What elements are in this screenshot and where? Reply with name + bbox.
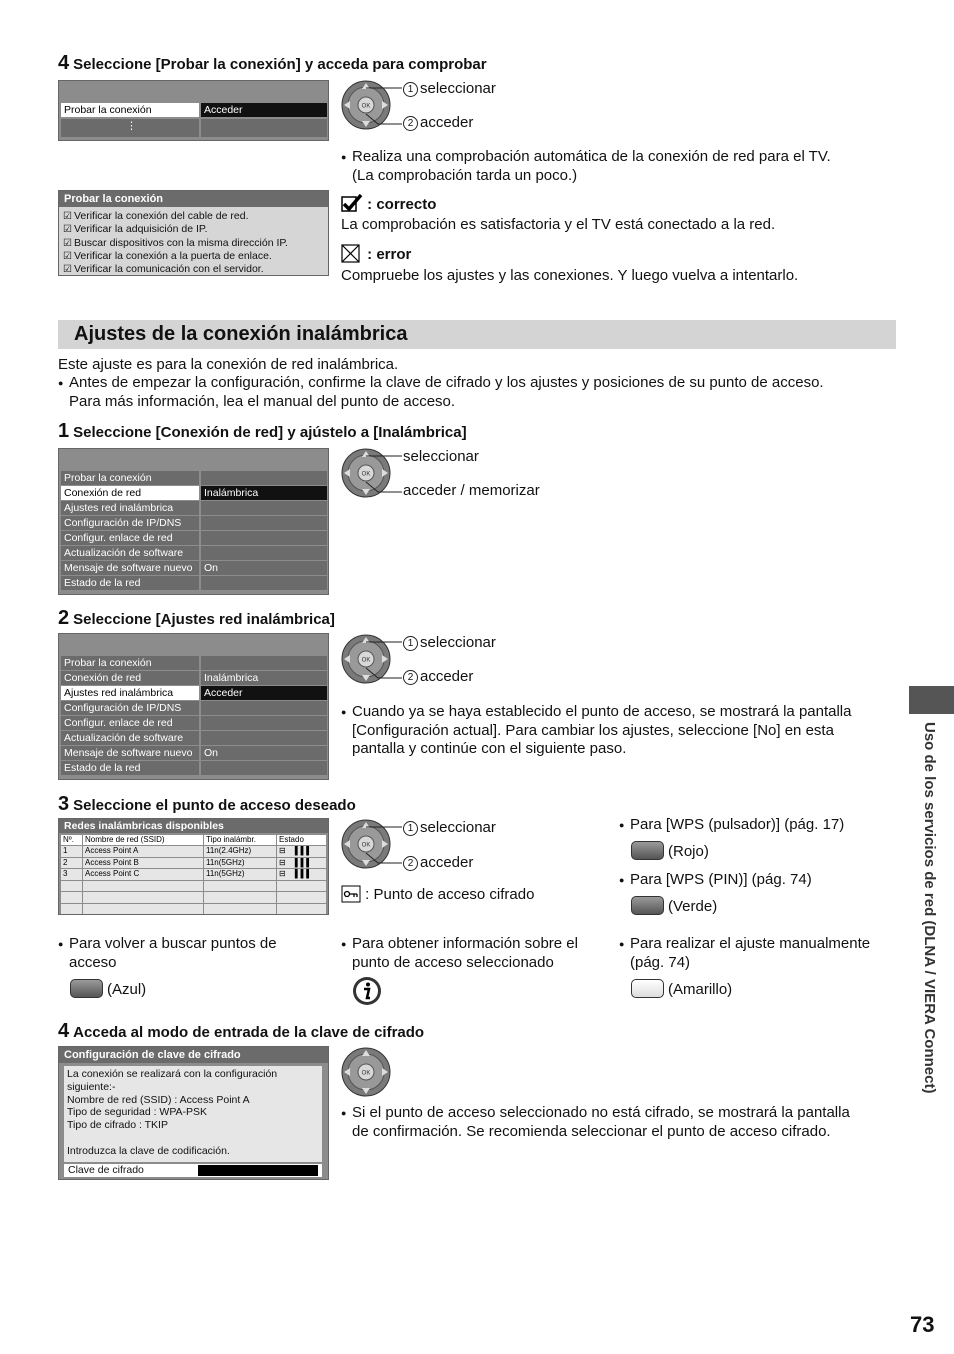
current-config-bullet: ● Cuando ya se haya establecido el punto de acceso, se mostrará la pantalla [Configuración actual]. Para cambiar los ajustes, seleccione [No] en esta pantalla y continúe con el siguiente paso. [341,703,851,759]
check-icon: ☑ [63,250,72,262]
chapter-side-text: Uso de los servicios de red (DLNA / VIERA Connect) [921,722,938,1094]
table-row-empty [61,881,326,892]
test-items [63,210,288,276]
signal-status-icon: ⊟ ▐▐▐ [277,869,326,880]
svg-text:OK: OK [361,657,371,664]
test-item: ☑ Verificar la adquisición de IP. [63,223,208,236]
access-points-panel: Redes inalámbricas disponibles Nº. Nombre de red (SSID) Tipo inalámbr. Estado 1 Access Point A 11n(2.4GHz) ⊟ ▐▐▐ 2 Access Point B 11n(5GHz) ⊟ ▐▐▐ 3 Access Point C 11n(5GHz) ⊟ ▐▐▐ [58,818,329,915]
green-button[interactable] [631,896,664,915]
signal-status-icon: ⊟ ▐▐▐ [277,858,326,869]
err-description: Compruebe los ajustes y las conexiones. Y luego vuelva a intentarlo. [341,267,799,284]
network-menu-step2: Probar la conexión Conexión de red Inalámbrica Ajustes red inalámbrica Acceder Configuración de IP/DNS Configur. enlace de red Actualización de software Mensaje de software nuevo On Estado de la red [58,633,329,780]
check-icon: ☑ [63,211,72,222]
ok-legend: : correcto [341,193,436,213]
test-item: ☑ Verificar la conexión a la puerta de enlace. [63,249,272,262]
step-3-heading: 3 Seleccione el punto de acceso deseado [58,793,356,815]
blue-button-label: (Azul) [107,981,147,998]
step-2-heading: 2 Seleccione [Ajustes red inalámbrica] [58,607,335,629]
table-row[interactable]: 2 Access Point B 11n(5GHz) ⊟ ▐▐▐ [61,858,326,869]
test-item: ☑ Buscar dispositivos con la misma dirección IP. [63,236,288,249]
cipher-key-row[interactable]: Clave de cifrado [64,1164,322,1177]
nav-enter-label: 2 acceder [403,668,473,685]
step-1-heading: 1 Seleccione [Conexión de red] y ajústelo a [Inalámbrica] [58,420,467,442]
svg-text:OK: OK [361,1070,371,1077]
nav-enter-label: acceder / memorizar [403,482,540,499]
nav-select-label: seleccionar [403,448,479,465]
blue-button[interactable] [70,979,103,998]
check-icon: ☑ [63,237,72,249]
chapter-tab [909,686,954,714]
cipher-info-line: Tipo de seguridad : WPA-PSK [67,1106,208,1119]
ok-description: La comprobación es satisfactoria y el TV está conectado a la red. [341,216,776,233]
cipher-info-line [67,1132,322,1145]
cipher-info-line: Tipo de cifrado : TKIP [67,1119,168,1132]
cipher-key-input[interactable] [198,1165,318,1176]
network-menu-step1: Probar la conexión Conexión de red Inalámbrica Ajustes red inalámbrica Configuración de IP/DNS Configur. enlace de red Actualización de software Mensaje de software nuevo On Estado de la red [58,448,329,595]
svg-text:OK: OK [361,103,371,110]
yellow-button-label: (Amarillo) [668,981,733,998]
table-row-empty [61,904,326,915]
test-panel: Probar la conexión ☑ Verificar la conexión del cable de red. ☑ Verificar la adquisición de IP. ☑ Buscar dispositivos con la misma dirección IP. ☑ Verificar la conexión a la puerta de enlace. ☑ Verificar la comunicación con el servidor. [58,190,329,276]
err-legend: : error [341,243,411,263]
checkbox-error-icon [341,243,363,263]
check-icon: ☑ [63,224,72,236]
info-icon[interactable] [352,976,382,1006]
test-item: ☑ Verificar la conexión del cable de red. [63,210,249,222]
callout-lines [360,84,406,134]
cipher-info-line: Introduzca la clave de codificación. [67,1144,230,1157]
remote-dpad-icon [341,1047,391,1097]
nav-select-label: 1 seleccionar [403,819,496,836]
rescan-bullet: ● Para volver a buscar puntos de acceso [58,935,277,972]
nav-enter-label: 2 acceder [403,854,473,871]
manual-bullet: ● Para realizar el ajuste manualmente (pág. 74) [619,935,870,972]
signal-status-icon: ⊟ ▐▐▐ [277,846,326,857]
check-icon: ☑ [63,264,72,276]
cipher-info-box [64,1066,322,1162]
table-row[interactable]: 1 Access Point A 11n(2.4GHz) ⊟ ▐▐▐ [61,846,326,857]
info-bullet: ● Para obtener información sobre el punto de acceso seleccionado [341,935,578,972]
callout-lines [360,823,406,873]
table-row[interactable]: 3 Access Point C 11n(5GHz) ⊟ ▐▐▐ [61,869,326,880]
cipher-info-line: Nombre de red (SSID) : Access Point A [67,1093,250,1106]
wps-push-bullet: ● Para [WPS (pulsador)] (pág. 17) [619,816,844,835]
callout-lines [360,452,406,502]
probar-menu-panel: Probar la conexión Acceder ⋮ [58,80,329,141]
checkbox-correct-icon [341,193,363,213]
svg-text:OK: OK [361,471,371,478]
intro-bullet: ● Antes de empezar la configuración, confirme la clave de cifrado y los ajustes y posiciones de su punto de acceso. Para más información, lea el manual del punto de acceso. [58,374,824,411]
intro-text: Este ajuste es para la conexión de red inalámbrica. [58,356,399,373]
nav-enter-label: 2 acceder [403,114,473,131]
step-4b-heading: 4 Acceda al modo de entrada de la clave de cifrado [58,1020,425,1042]
table-row-empty [61,892,326,903]
callout-lines [360,638,406,688]
cipher-key-panel: Configuración de clave de cifrado La conexión se realizará con la configuración siguiente:- Nombre de red (SSID) : Access Point A Tipo de seguridad : WPA-PSK Tipo de cifrado : TKIP Introduzca la clave de codificación. Clave de cifrado [58,1046,329,1180]
table-header: Nº. Nombre de red (SSID) Tipo inalámbr. Estado [61,835,326,845]
yellow-button[interactable] [631,979,664,998]
red-button[interactable] [631,841,664,860]
red-button-label: (Rojo) [668,843,709,860]
green-button-label: (Verde) [668,898,718,915]
svg-text:OK: OK [361,842,371,849]
key-lock-icon [341,885,361,903]
page-number: 73 [910,1312,935,1337]
nav-select-label: 1 seleccionar [403,80,496,97]
unencrypted-bullet: ● Si el punto de acceso seleccionado no está cifrado, se mostrará la pantalla de confirmación. Se recomienda seleccionar el punto de acceso cifrado. [341,1104,850,1141]
section-header: Ajustes de la conexión inalámbrica [58,320,896,349]
nav-select-label: 1 seleccionar [403,634,496,651]
cipher-legend: : Punto de acceso cifrado [341,885,534,903]
auto-check-bullet: ● Realiza una comprobación automática de la conexión de red para el TV. (La comprobación tarda un poco.) [341,148,831,185]
step-4-heading: 4 Seleccione [Probar la conexión] y acceda para comprobar [58,52,487,74]
cipher-info-line: La conexión se realizará con la configuración siguiente:- [67,1068,278,1093]
test-item: ☑ Verificar la comunicación con el servidor. [63,263,264,276]
wps-pin-bullet: ● Para [WPS (PIN)] (pág. 74) [619,871,812,890]
